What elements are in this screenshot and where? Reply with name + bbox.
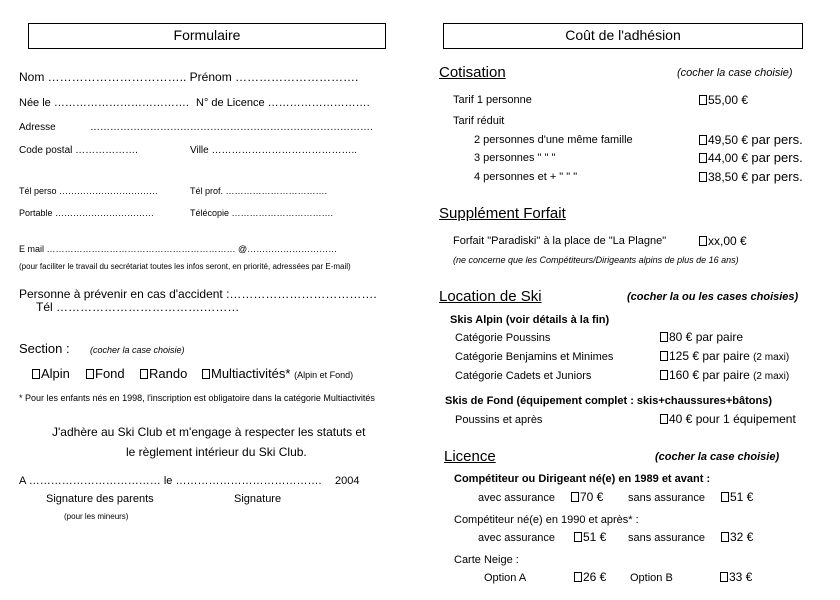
accident-contact-field[interactable]: Personne à prévenir en cas d'accident :………………………………. xyxy=(19,287,377,301)
tarif1-label: Tarif 1 personne xyxy=(453,94,532,106)
option-b-choice[interactable]: 33 € xyxy=(720,570,752,584)
pledge-line2: le règlement intérieur du Ski Club. xyxy=(126,445,307,459)
tarif-row-option[interactable]: 44,00 € par pers. xyxy=(699,150,803,165)
ville-field[interactable]: Ville …………………………………….. xyxy=(190,145,358,156)
cout-title: Coût de l'adhésion xyxy=(565,27,681,43)
checkbox-licence-1990-sans[interactable] xyxy=(721,532,729,542)
fond-option[interactable]: 40 € pour 1 équipement xyxy=(660,412,796,426)
section-option-multiactivites[interactable]: Multiactivités* (Alpin et Fond) xyxy=(202,366,353,381)
carte-neige-label: Carte Neige : xyxy=(454,554,519,566)
code-postal-field[interactable]: Code postal ………………. xyxy=(19,145,138,156)
checkbox-licence-1989-avec[interactable] xyxy=(571,492,579,502)
checkbox-location-benjamins[interactable] xyxy=(660,351,668,361)
location-row-option[interactable]: 125 € par paire (2 maxi) xyxy=(660,349,789,363)
location-row-label: Catégorie Cadets et Juniors xyxy=(455,370,592,382)
location-row-label: Catégorie Poussins xyxy=(455,332,551,344)
section-note: (cocher la case choisie) xyxy=(90,345,185,355)
adresse-label: Adresse xyxy=(19,122,56,133)
location-row-option[interactable]: 160 € par paire (2 maxi) xyxy=(660,368,789,382)
checkbox-alpin[interactable] xyxy=(32,369,40,379)
checkbox-tarif-3p[interactable] xyxy=(699,153,707,163)
option-a-label: Option A xyxy=(484,572,527,584)
checkbox-option-a[interactable] xyxy=(574,572,582,582)
licence-1989-avec-label: avec assurance xyxy=(478,492,556,504)
licence-1989-sans-label: sans assurance xyxy=(628,492,706,504)
place-date-field[interactable]: A ……………………………… le …………………………………. xyxy=(19,475,322,487)
tarif1-option[interactable]: 55,00 € xyxy=(699,93,748,107)
signature-parents-note: (pour les mineurs) xyxy=(64,512,129,521)
adresse-field[interactable]: …………………………………………………………………………. xyxy=(90,122,373,133)
signature-parents-label: Signature des parents xyxy=(46,493,154,505)
tarif-row-option[interactable]: 49,50 € par pers. xyxy=(699,132,803,147)
location-row-option[interactable]: 80 € par paire xyxy=(660,330,743,344)
option-b-label: Option B xyxy=(630,572,673,584)
licence-1989-sans-option[interactable]: 51 € xyxy=(721,490,753,504)
checkbox-supplement[interactable] xyxy=(699,236,707,246)
licence-1989-avec-option[interactable]: 70 € xyxy=(571,490,603,504)
licence-number-field[interactable]: N° de Licence ………………………. xyxy=(196,97,370,109)
option-a-choice[interactable]: 26 € xyxy=(574,570,606,584)
checkbox-location-cadets[interactable] xyxy=(660,370,668,380)
telecopie-field[interactable]: Télécopie ……………………………. xyxy=(190,208,334,218)
section-label: Section : xyxy=(19,341,70,356)
email-field[interactable]: E mail ……………………………………………………… @………………………… xyxy=(19,244,338,254)
nee-le-field[interactable]: Née le ………………………………. xyxy=(19,97,189,109)
cout-title-box xyxy=(443,23,803,49)
formulaire-title: Formulaire xyxy=(173,27,241,43)
tel-perso-field[interactable]: Tél perso …………………………… xyxy=(19,186,159,196)
tarif-row-option[interactable]: 38,50 € par pers. xyxy=(699,169,803,184)
location-heading: Location de Ski xyxy=(439,288,542,305)
tel-prof-field[interactable]: Tél prof. ……………………………. xyxy=(190,186,328,196)
multi-note: (Alpin et Fond) xyxy=(294,370,354,380)
tarif-reduit-label: Tarif réduit xyxy=(453,115,505,127)
cotisation-heading: Cotisation xyxy=(439,64,506,81)
checkbox-fond-location[interactable] xyxy=(660,414,668,424)
accident-phone-field[interactable]: Tél ……………………………….……… xyxy=(36,300,240,314)
licence-1990-avec-label: avec assurance xyxy=(478,532,556,544)
licence-1990-sans-label: sans assurance xyxy=(628,532,706,544)
licence-1990-avec-option[interactable]: 51 € xyxy=(574,530,606,544)
checkbox-multiactivites[interactable] xyxy=(202,369,210,379)
pledge-line1: J'adhère au Ski Club et m'engage à respecter les statuts et xyxy=(52,425,366,439)
licence-1990-sans-option[interactable]: 32 € xyxy=(721,530,753,544)
licence-heading: Licence xyxy=(444,448,496,465)
supplement-note: (ne concerne que les Compétiteurs/Dirigeants alpins de plus de 16 ans) xyxy=(453,255,739,265)
section-option-rando[interactable]: Rando xyxy=(140,366,187,381)
skis-fond-title: Skis de Fond (équipement complet : skis+chaussures+bâtons) xyxy=(445,395,773,407)
licence-1990-title: Compétiteur né(e) en 1990 et après* : xyxy=(454,514,639,526)
checkbox-location-poussins[interactable] xyxy=(660,332,668,342)
email-note: (pour faciliter le travail du secrétariat toutes les infos seront, en priorité, adressées par E-mail) xyxy=(19,262,351,271)
tarif-row-label: 4 personnes et + " " " xyxy=(474,171,578,183)
checkbox-licence-1989-sans[interactable] xyxy=(721,492,729,502)
formulaire-title-box xyxy=(28,23,386,49)
skis-alpin-title: Skis Alpin (voir détails à la fin) xyxy=(450,314,610,326)
supplement-text: Forfait "Paradiski" à la place de "La Plagne" xyxy=(453,235,667,247)
section-option-alpin[interactable]: Alpin xyxy=(32,366,70,381)
section-option-fond[interactable]: Fond xyxy=(86,366,125,381)
footnote: * Pour les enfants nés en 1998, l'inscription est obligatoire dans la catégorie Multiactivités xyxy=(19,393,375,403)
checkbox-option-b[interactable] xyxy=(720,572,728,582)
signature-label: Signature xyxy=(234,493,282,505)
supplement-option[interactable]: xx,00 € xyxy=(699,234,747,248)
tarif-row-label: 2 personnes d'une même famille xyxy=(474,134,633,146)
nom-prenom-field[interactable]: Nom …………………………….. Prénom …………………………. xyxy=(19,70,359,84)
supplement-heading: Supplément Forfait xyxy=(439,205,566,222)
location-row-label: Catégorie Benjamins et Minimes xyxy=(455,351,614,363)
checkbox-rando[interactable] xyxy=(140,369,148,379)
licence-note: (cocher la case choisie) xyxy=(655,451,780,463)
checkbox-licence-1990-avec[interactable] xyxy=(574,532,582,542)
year: 2004 xyxy=(335,475,360,487)
cotisation-note: (cocher la case choisie) xyxy=(677,67,793,79)
portable-field[interactable]: Portable …………………………… xyxy=(19,208,155,218)
checkbox-fond[interactable] xyxy=(86,369,94,379)
fond-label: Poussins et après xyxy=(455,414,543,426)
checkbox-tarif-4p[interactable] xyxy=(699,172,707,182)
tarif-row-label: 3 personnes " " " xyxy=(474,152,556,164)
checkbox-tarif-2p[interactable] xyxy=(699,135,707,145)
location-note: (cocher la ou les cases choisies) xyxy=(627,291,799,303)
licence-1989-title: Compétiteur ou Dirigeant né(e) en 1989 et avant : xyxy=(454,473,711,485)
checkbox-tarif1[interactable] xyxy=(699,95,707,105)
